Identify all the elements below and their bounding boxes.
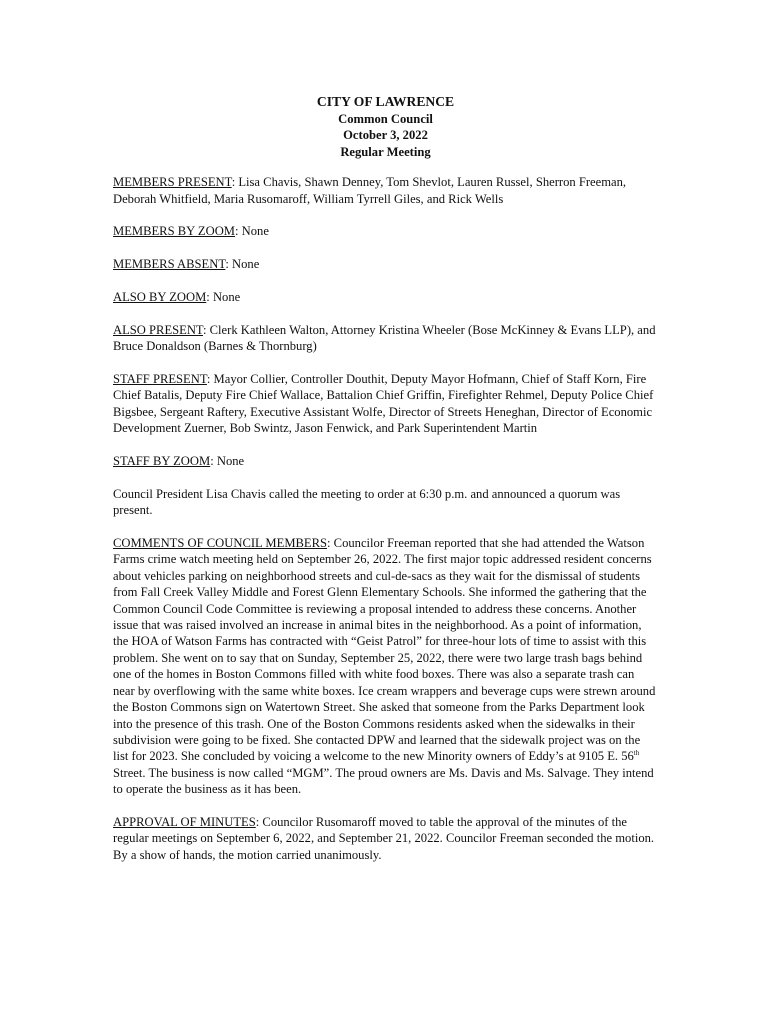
approval-of-minutes-label: APPROVAL OF MINUTES bbox=[113, 814, 256, 829]
call-to-order-paragraph: Council President Lisa Chavis called the meeting to order at 6:30 p.m. and announced a quorum was present. bbox=[113, 486, 621, 518]
staff-by-zoom-label: STAFF BY ZOOM bbox=[113, 454, 211, 469]
members-present-label: MEMBERS PRESENT bbox=[113, 175, 232, 190]
document-header bbox=[113, 93, 658, 160]
staff-present-label: STAFF PRESENT bbox=[113, 372, 207, 387]
also-by-zoom-label: ALSO BY ZOOM bbox=[113, 290, 207, 305]
city-title: CITY OF LAWRENCE bbox=[316, 94, 455, 109]
document-page bbox=[113, 93, 658, 880]
also-present-label: ALSO PRESENT bbox=[113, 322, 203, 337]
members-absent-text: : None bbox=[225, 257, 260, 272]
also-by-zoom-paragraph bbox=[113, 289, 658, 305]
council-name: Common Council bbox=[338, 112, 433, 126]
members-absent-paragraph bbox=[113, 256, 658, 272]
council-comments-text-end: Street. The business is now called “MGM”. The proud owners are Ms. Davis and Ms. Salvage. They intend to operate the business as it has been. bbox=[113, 765, 654, 797]
members-by-zoom-paragraph bbox=[113, 223, 658, 239]
also-present-text: : Clerk Kathleen Walton, Attorney Kristina Wheeler (Bose McKinney & Evans LLP), and Bruce Donaldson (Barnes & Thornburg) bbox=[113, 322, 656, 354]
staff-by-zoom-text: : None bbox=[210, 454, 245, 469]
also-present-paragraph bbox=[113, 322, 658, 355]
council-comments-label: COMMENTS OF COUNCIL MEMBERS bbox=[113, 536, 328, 551]
members-present-paragraph bbox=[113, 174, 658, 207]
members-absent-label: MEMBERS ABSENT bbox=[113, 257, 226, 272]
approval-of-minutes-text: : Councilor Rusomaroff moved to table the approval of the minutes of the regular meetings on September 6, 2022, and September 21, 2022. Councilor Freeman seconded the motion. By a show of hands, the motion carried unanimously. bbox=[113, 814, 655, 862]
members-present-text: : Lisa Chavis, Shawn Denney, Tom Shevlot, Lauren Russel, Sherron Freeman, Deborah Whitfield, Maria Rusomaroff, William Tyrrell Giles, and Rick Wells bbox=[113, 175, 627, 206]
members-by-zoom-text: : None bbox=[235, 224, 269, 239]
staff-present-text: : Mayor Collier, Controller Douthit, Deputy Mayor Hofmann, Chief of Staff Korn, Fire Chief Batalis, Deputy Fire Chief Wallace, Battalion Chief Griffin, Firefighter Rehmel, Deputy Police Chief Bigsbee, Sergeant Raftery, Executive Assistant Wolfe, Director of Streets Heneghan, Director of Economic Development Zuerner, Bob Swintz, Jason Fenwick, and Park Superintendent Martin bbox=[113, 372, 654, 436]
also-by-zoom-text: : None bbox=[206, 290, 241, 305]
meeting-date: October 3, 2022 bbox=[343, 128, 428, 143]
meeting-type: Regular Meeting bbox=[340, 144, 431, 159]
council-comments-text: : Councilor Freeman reported that she had attended the Watson Farms crime watch meeting held on September 26, 2022. The first major topic addressed resident concerns about vehicles parking on neighborhood streets and cul-de-sacs as they wait for the dismissal of students from Fall Creek Valley Middle and Forest Glenn Elementary Schools. She informed the gathering that the Common Council Code Committee is reviewing a proposal intended to address these concerns. Another issue that was raised involved an increase in animal bites in the neighborhood. As a point of information, the HOA of Watson Farms has contracted with “Geist Patrol” for three-hour lots of time to assist with this problem. She went on to say that on Sunday, September 25, 2022, there were two large trash bags behind one of the homes in Boston Commons filled with white food boxes. There was also a separate trash can near by overflowing with the same white boxes. Ice cream wrappers and beverage cups were strewn around the Boston Commons sign on Watertown Street. She asked that someone from the Parks Department look into the presence of this trash. One of the Boston Commons residents asked when the sidewalks in their subdivision were going to be fixed. She contacted DPW and learned that the sidewalk project was on the list for 2023. She concluded by voicing a welcome to the new Minority owners of Eddy’s at 9105 E. 56 bbox=[113, 536, 656, 764]
ordinal-suffix: th bbox=[633, 749, 640, 758]
staff-by-zoom-paragraph bbox=[113, 453, 658, 469]
approval-of-minutes-paragraph bbox=[113, 814, 658, 863]
council-comments-paragraph bbox=[113, 535, 658, 798]
members-by-zoom-label: MEMBERS BY ZOOM bbox=[113, 224, 235, 239]
staff-present-paragraph bbox=[113, 371, 658, 437]
